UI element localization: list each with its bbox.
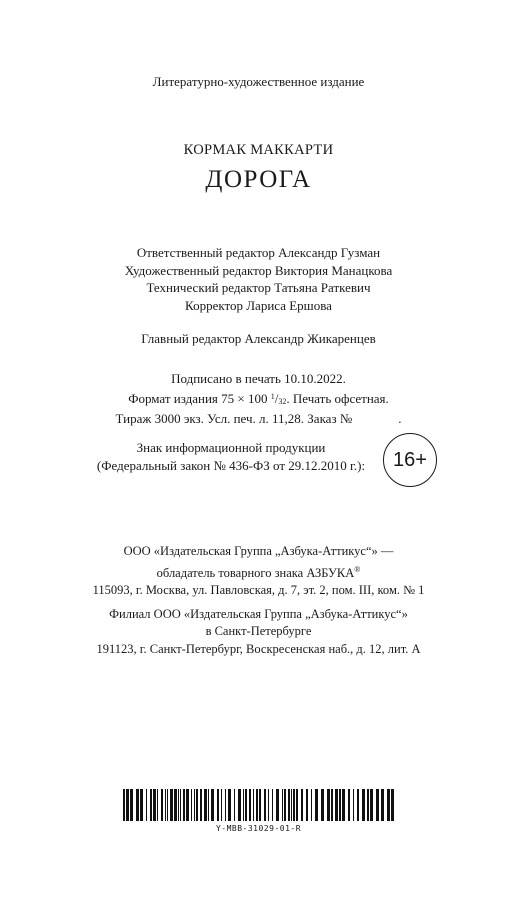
run-suffix: . [398, 411, 402, 426]
author-name: КОРМАК МАККАРТИ [183, 142, 334, 158]
barcode-bar [311, 789, 312, 821]
format-suffix: . Печать офсетная. [286, 390, 389, 406]
barcode-bar [353, 789, 354, 821]
publisher-line [0, 561, 517, 583]
barcode-bar [136, 789, 139, 821]
run-prefix: Тираж 3000 экз. Усл. печ. л. 11,28. Заказ № [115, 411, 353, 426]
barcode-bar [140, 789, 143, 821]
barcode-bar [243, 789, 244, 821]
barcode-bar [167, 789, 168, 821]
publisher-line: ООО «Издательская Группа „Азбука-Аттикус“» — [123, 544, 394, 558]
print-details [0, 370, 517, 428]
barcode-bar [178, 789, 179, 821]
barcode-bar [306, 789, 308, 821]
barcode-bar [357, 789, 359, 821]
barcode-bar [186, 789, 189, 821]
barcode [123, 789, 394, 821]
barcode-bar [161, 789, 163, 821]
barcode-bar [391, 789, 394, 821]
chief-editor: Главный редактор Александр Жикаренцев [141, 331, 376, 346]
publisher-info [0, 543, 517, 658]
barcode-bar [200, 789, 202, 821]
info-line: Знак информационной продукции [136, 440, 326, 455]
barcode-bar [221, 789, 222, 821]
format-denominator: 32 [278, 396, 287, 406]
barcode-bar [331, 789, 333, 821]
barcode-bar [268, 789, 269, 821]
barcode-bar [196, 789, 198, 821]
publisher-address: 115093, г. Москва, ул. Павловская, д. 7, эт. 2, пом. III, ком. № 1 [92, 583, 425, 598]
barcode-bar [245, 789, 247, 821]
barcode-bar [180, 789, 181, 821]
barcode-bar [370, 789, 373, 821]
barcode-bar [301, 789, 303, 821]
info-product-label [90, 439, 372, 475]
signed-date: Подписано в печать 10.10.2022. [171, 371, 346, 386]
barcode-bar [376, 789, 379, 821]
barcode-bar [342, 789, 345, 821]
barcode-caption: Y-MBB-31029-01-R [215, 824, 302, 833]
barcode-bar [228, 789, 231, 821]
barcode-bar [288, 789, 290, 821]
format-line: Формат издания 75 × 100 $^1/_{32}$. Печать офсетная. [128, 390, 389, 406]
credit-line: Технический редактор Татьяна Раткевич [146, 280, 371, 295]
barcode-bar [284, 789, 286, 821]
barcode-bar [194, 789, 195, 821]
barcode-bar [327, 789, 330, 821]
barcode-bar [249, 789, 251, 821]
barcode-bar [204, 789, 207, 821]
barcode-bar [157, 789, 158, 821]
barcode-bar [335, 789, 338, 821]
barcode-bar [123, 789, 125, 821]
branch-line: Филиал ООО «Издательская Группа „Азбука-Аттикус“» [109, 606, 408, 621]
barcode-bar [150, 789, 152, 821]
barcode-bar [264, 789, 266, 821]
barcode-bar [165, 789, 166, 821]
branch-line: в Санкт-Петербурге [205, 624, 312, 639]
barcode-bar [387, 789, 390, 821]
credit-line: Корректор Лариса Ершова [185, 297, 332, 313]
barcode-bar [259, 789, 261, 821]
format-prefix: Формат издания 75 × 100 [128, 390, 268, 406]
barcode-bar [234, 789, 235, 821]
editorial-credits [0, 244, 517, 314]
barcode-bar [130, 789, 133, 821]
barcode-bar [208, 789, 209, 821]
credit-line: Художественный редактор Виктория Манацкова [124, 262, 393, 278]
info-line: (Федеральный закон № 436-ФЗ от 29.12.2010 г.): [96, 458, 366, 473]
barcode-bar [217, 789, 219, 821]
barcode-bar [348, 789, 350, 821]
barcode-bar [174, 789, 177, 821]
barcode-bar [293, 789, 295, 821]
branch-address: 191123, г. Санкт-Петербург, Воскресенская наб., д. 12, лит. А [96, 641, 421, 656]
run-line [0, 410, 517, 428]
barcode-bar [321, 789, 324, 821]
barcode-bar [272, 789, 273, 821]
credit-line: Ответственный редактор Александр Гузман [136, 245, 381, 260]
genre-label: Литературно-художественное издание [152, 74, 365, 89]
barcode-bar [238, 789, 241, 821]
barcode-bar [153, 789, 156, 821]
barcode-bar [381, 789, 384, 821]
registered-mark: ® [354, 564, 361, 574]
barcode-bar [276, 789, 279, 821]
barcode-bar [315, 789, 318, 821]
book-title: ДОРОГА [205, 166, 312, 193]
barcode-bar [256, 789, 258, 821]
barcode-bar [146, 789, 147, 821]
barcode-bar [183, 789, 185, 821]
barcode-bar [191, 789, 192, 821]
barcode-bar [339, 789, 341, 821]
trademark-text: обладатель товарного знака АЗБУКА [156, 565, 355, 580]
barcode-bar [211, 789, 214, 821]
barcode-bar [170, 789, 173, 821]
barcode-bar [296, 789, 298, 821]
barcode-bar [225, 789, 226, 821]
barcode-bar [367, 789, 369, 821]
barcode-bar [126, 789, 129, 821]
barcode-bar [282, 789, 283, 821]
barcode-bar [362, 789, 365, 821]
barcode-bar [291, 789, 292, 821]
age-rating-badge: 16+ [383, 433, 437, 487]
format-numerator: 1 [270, 391, 275, 401]
barcode-bar [253, 789, 254, 821]
